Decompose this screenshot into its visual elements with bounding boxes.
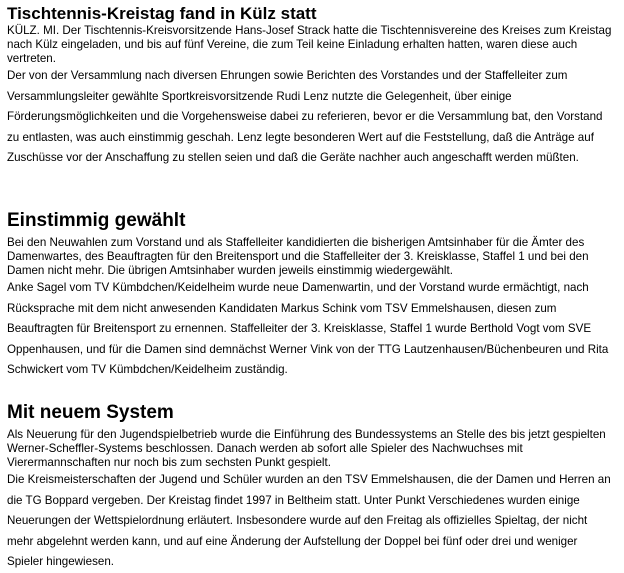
section-body-paragraph: Der von der Versammlung nach diversen Ehrungen sowie Berichten des Vorstandes und der Staffelleiter zum Versammlungsleiter gewählte Sportkreisvorsitzende Rudi Lenz nutzte die Gelegenheit, über einige Förderungsmöglichkeiten und die Vorgehensweise dabei zu referieren, bevor er die Versammlung bat, den Vorstand zu entlasten, was auch einstimmig geschah. Lenz legte besonderen Wert auf die Feststellung, daß die Anträge auf Zuschüsse vor der Anschaffung zu stellen seien und daß die Geräte nachher auch angeschafft werden müßten. [7, 69, 603, 164]
section-lead-paragraph: KÜLZ. MI. Der Tischtennis-Kreisvorsitzende Hans-Josef Strack hatte die Tischtennisvereine des Kreises zum Kreistag nach Külz eingeladen, und bis auf fünf Vereine, die zum Teil keine Einladung erhalten hatten, waren diese auch vertreten. [7, 24, 612, 65]
section-heading: Mit neuem System [7, 402, 174, 423]
section-einstimmig-gewaehlt [7, 210, 613, 381]
section-body-paragraph: Die Kreismeisterschaften der Jugend und Schüler wurden an den TSV Emmelshausen, die der Damen und Herren an die TG Boppard vergeben. Der Kreistag findet 1997 in Beltheim statt. Unter Punkt Verschiedenes wurden einige Neuerungen der Wettspielordnung erläutert. Insbesondere wurde auf den Freitag als offizielles Spieltag, der nicht mehr abgelehnt werden kann, und auf eine Änderung der Aufstellung der Doppel bei fünf oder drei und weniger Spieler hingewiesen. [7, 473, 611, 568]
section-body-paragraph: Anke Sagel vom TV Kümbdchen/Keidelheim wurde neue Damenwartin, und der Vorstand wurde ermächtigt, nach Rücksprache mit dem nicht anwesenden Kandidaten Markus Schink vom TSV Emmelshausen, diesen zum Beauftragten für Breitensport zu ernennen. Staffelleiter der 3. Kreisklasse, Staffel 1 wurde Berthold Vogt vom SVE Oppenhausen, und für die Damen sind demnächst Werner Vink von der TTG Lautzenhausen/Büchenbeuren und Rita Schwickert vom TV Kümbdchen/Keidelheim zuständig. [7, 281, 609, 376]
article-headline: Tischtennis-Kreistag fand in Külz statt [7, 4, 317, 23]
section-mit-neuem-system [7, 402, 613, 573]
section-heading: Einstimmig gewählt [7, 210, 186, 231]
section-lead-paragraph: Als Neuerung für den Jugendspielbetrieb wurde die Einführung des Bundessystems an Stelle des bis jetzt gespielten Werner-Scheffler-Systems beschlossen. Danach werden ab sofort alle Spieler des Nachwuchses mit Vierermannschaften nur noch bis zum sechsten Punkt gespielt. [7, 428, 606, 469]
section-kreistag [7, 0, 613, 169]
section-lead-paragraph: Bei den Neuwahlen zum Vorstand und als Staffelleiter kandidierten die bisherigen Amtsinhaber für die Ämter des Damenwartes, des Beauftragten für den Breitensport und die Staffelleiter der 3. Kreisklasse, Staffel 1 und bei den Damen nicht mehr. Die übrigen Amtsinhaber wurden jeweils einstimmig wiedergewählt. [7, 236, 589, 277]
